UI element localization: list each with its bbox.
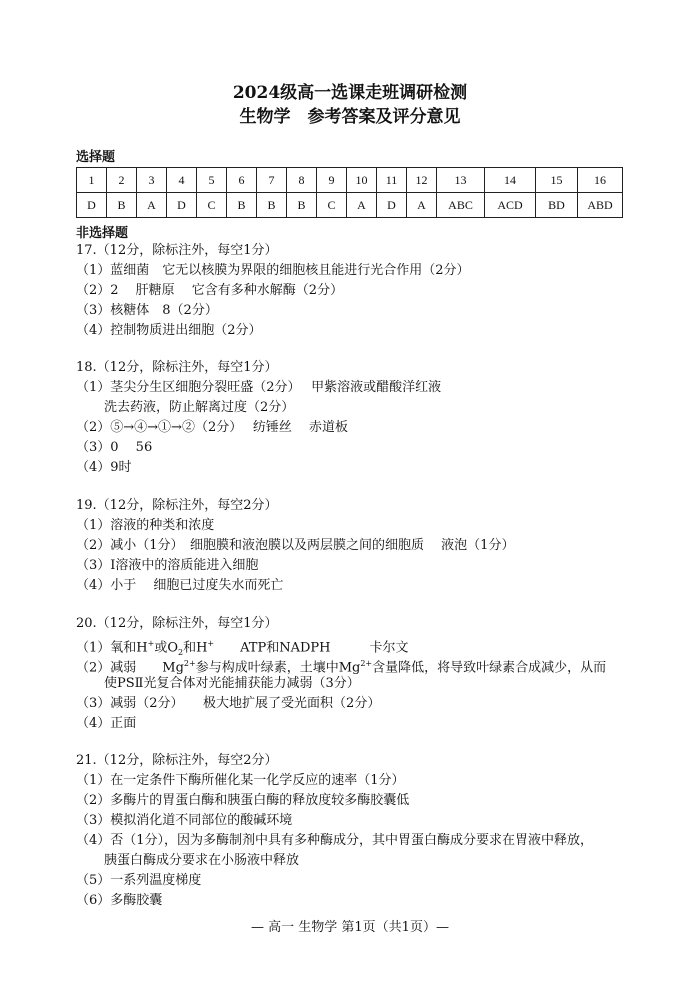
q21-answer-3: （3）模拟消化道不同部位的酸碱环境	[76, 813, 293, 828]
q17-answer-2: （2）2 肝糖原 它含有多种水解酶（2分）	[76, 283, 344, 298]
answer-cell: A	[137, 193, 167, 218]
answer-cell: BD	[536, 193, 578, 218]
q19-answer-2: （2）减小（1分） 细胞膜和液泡膜以及两层膜之间的细胞质 液泡（1分）	[76, 538, 515, 553]
question-number-cell: 13	[437, 168, 485, 193]
question-number-cell: 2	[107, 168, 137, 193]
q18-answer-4: （4）9时	[76, 460, 132, 475]
question-number-cell: 15	[536, 168, 578, 193]
answer-cell: B	[287, 193, 317, 218]
question-number-row	[77, 168, 623, 193]
q21-answer-6: （6）多酶胶囊	[76, 893, 163, 908]
exam-title: 2024级高一选课走班调研检测	[232, 83, 468, 103]
q21-answer-2: （2）多酶片的胃蛋白酶和胰蛋白酶的释放度较多酶胶囊低	[76, 793, 410, 808]
q18-answer-1-cont: 洗去药液，防止解离过度（2分）	[104, 400, 295, 415]
q17-answer-4: （4）控制物质进出细胞（2分）	[76, 323, 262, 338]
answer-cell: C	[317, 193, 347, 218]
question-number-cell: 11	[377, 168, 407, 193]
answer-cell: D	[377, 193, 407, 218]
q18-answer-2: （2）⑤→④→①→②（2分） 纺锤丝 赤道板	[76, 420, 348, 435]
question-number-cell: 4	[167, 168, 197, 193]
q18-header: 18.（12分，除标注外，每空1分）	[76, 360, 278, 375]
q20-header: 20.（12分，除标注外，每空1分）	[76, 616, 278, 631]
exam-subtitle: 生物学 参考答案及评分意见	[239, 107, 461, 127]
q17-header: 17.（12分，除标注外，每空1分）	[76, 243, 278, 258]
answer-row	[77, 193, 623, 218]
q18-answer-3: （3）0 56	[76, 440, 153, 455]
answer-cell: B	[107, 193, 137, 218]
page-footer: — 高一 生物学 第1页（共1页）—	[251, 920, 449, 935]
question-number-cell: 10	[347, 168, 377, 193]
q21-answer-5: （5）一系列温度梯度	[76, 873, 202, 888]
answer-cell: B	[257, 193, 287, 218]
question-number-cell: 12	[407, 168, 437, 193]
q21-answer-4: （4）否（1分），因为多酶制剂中具有多种酶成分，其中胃蛋白酶成分要求在胃液中释放，	[76, 833, 594, 848]
q20-answer-4: （4）正面	[76, 716, 137, 731]
q19-answer-1: （1）溶液的种类和浓度	[76, 518, 215, 533]
question-number-cell: 6	[227, 168, 257, 193]
section-free-response: 非选择题	[76, 226, 129, 241]
q21-answer-1: （1）在一定条件下酶所催化某一化学反应的速率（1分）	[76, 773, 405, 788]
q20-answer-2: （2）减弱 $Mg^{2+}$参与构成叶绿素，土壤中$Mg^{2+}$含量降低，将导致叶绿素合成减少，从而	[76, 659, 607, 676]
q17-answer-3: （3）核糖体 8（2分）	[76, 303, 218, 318]
q20-answer-1: （1）氧和H+或$O_2$和H+ ATP和NADPH 卡尔文	[76, 639, 409, 657]
question-number-cell: 1	[77, 168, 107, 193]
question-number-cell: 7	[257, 168, 287, 193]
question-number-cell: 8	[287, 168, 317, 193]
answer-table	[76, 167, 623, 218]
answer-cell: D	[167, 193, 197, 218]
q19-answer-4: （4）小于 细胞已过度失水而死亡	[76, 578, 284, 593]
question-number-cell: 14	[485, 168, 536, 193]
question-number-cell: 16	[578, 168, 623, 193]
section-multiple-choice: 选择题	[76, 150, 116, 165]
q20-answer-2-cont: 使PSⅡ光复合体对光能捕获能力减弱（3分）	[104, 676, 360, 691]
answer-cell: D	[77, 193, 107, 218]
q17-answer-1: （1）蓝细菌 它无以核膜为界限的细胞核且能进行光合作用（2分）	[76, 263, 470, 278]
q18-answer-1: （1）茎尖分生区细胞分裂旺盛（2分） 甲紫溶液或醋酸洋红液	[76, 380, 442, 395]
answer-cell: A	[347, 193, 377, 218]
question-number-cell: 9	[317, 168, 347, 193]
q19-header: 19.（12分，除标注外，每空2分）	[76, 498, 278, 513]
answer-cell: ACD	[485, 193, 536, 218]
answer-cell: ABC	[437, 193, 485, 218]
q21-header: 21.（12分，除标注外，每空2分）	[76, 753, 278, 768]
answer-cell: A	[407, 193, 437, 218]
answer-cell: C	[197, 193, 227, 218]
question-number-cell: 5	[197, 168, 227, 193]
question-number-cell: 3	[137, 168, 167, 193]
answer-cell: B	[227, 193, 257, 218]
answer-cell: ABD	[578, 193, 623, 218]
q19-answer-3: （3）Ⅰ溶液中的溶质能进入细胞	[76, 558, 259, 573]
q21-answer-4-cont: 胰蛋白酶成分要求在小肠液中释放	[104, 853, 300, 868]
q20-answer-3: （3）减弱（2分） 极大地扩展了受光面积（2分）	[76, 696, 381, 711]
